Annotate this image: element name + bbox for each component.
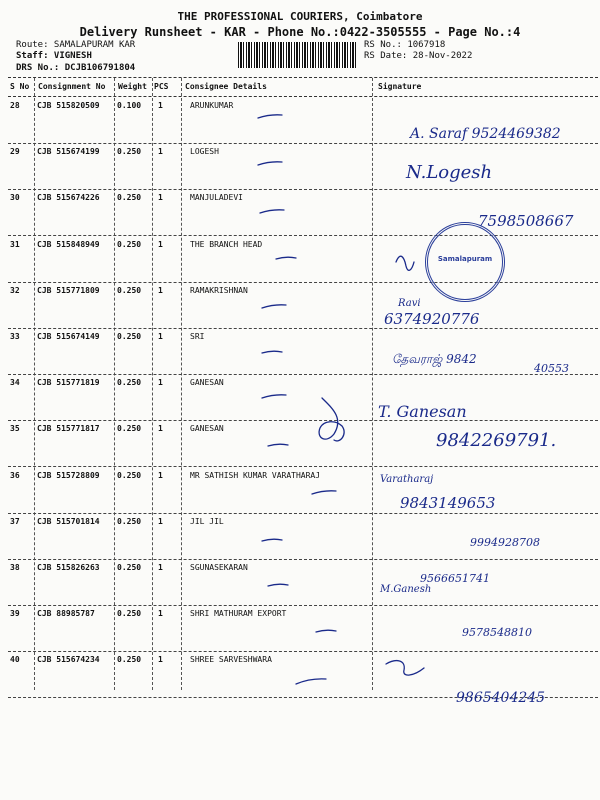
serial-number: 34 xyxy=(10,378,20,388)
signature-scribble xyxy=(319,398,344,441)
consignee-name: SHREE SARVESHWARA xyxy=(190,655,272,665)
pieces-count: 1 xyxy=(158,516,163,526)
serial-number: 30 xyxy=(10,193,20,203)
handwritten-note: N.Logesh xyxy=(406,162,493,183)
pen-tick xyxy=(262,305,286,308)
weight-value: 0.250 xyxy=(117,563,142,572)
consignee-name: ARUNKUMAR xyxy=(190,101,234,110)
pieces-count: 1 xyxy=(158,655,163,665)
pieces-count: 1 xyxy=(158,470,163,480)
staff-label: Staff: VIGNESH xyxy=(16,51,92,61)
col-header-consignment: Consignment No xyxy=(38,82,106,91)
consignee-name: MR SATHISH KUMAR VARATHARAJ xyxy=(190,470,321,480)
consignee-name: SRI xyxy=(190,332,205,341)
weight-value: 0.250 xyxy=(117,424,142,434)
pieces-count: 1 xyxy=(158,609,163,619)
consignee-name: MANJULADEVI xyxy=(190,193,243,203)
pieces-count: 1 xyxy=(158,424,163,434)
consignment-number: CJB 515820509 xyxy=(37,101,100,110)
consignment-number: CJB 515701814 xyxy=(37,516,100,526)
col-header-pcs: PCS xyxy=(154,82,169,91)
consignee-name: LOGESH xyxy=(190,147,219,157)
consignment-number: CJB 515826263 xyxy=(37,563,100,572)
pen-tick xyxy=(268,584,288,586)
consignment-number: CJB 515674149 xyxy=(37,332,100,341)
weight-value: 0.250 xyxy=(117,378,142,388)
company-title: THE PROFESSIONAL COURIERS, Coimbatore xyxy=(177,10,423,23)
serial-number: 40 xyxy=(10,655,20,665)
weight-value: 0.250 xyxy=(117,609,142,619)
signature-scribble xyxy=(386,661,424,675)
rs-number: RS No.: 1067918 xyxy=(364,40,446,50)
handwritten-note: 9578548810 xyxy=(462,626,532,639)
serial-number: 33 xyxy=(10,332,20,341)
weight-value: 0.250 xyxy=(117,332,142,341)
consignee-name: JIL JIL xyxy=(190,516,224,526)
pieces-count: 1 xyxy=(158,101,163,110)
runsheet-title: Delivery Runsheet - KAR - Phone No.:0422-3505555 - Page No.:4 xyxy=(79,25,521,39)
weight-value: 0.250 xyxy=(117,516,142,526)
pieces-count: 1 xyxy=(158,147,163,157)
weight-value: 0.250 xyxy=(117,285,142,295)
handwritten-note: T. Ganesan xyxy=(378,402,467,421)
handwritten-note: 9566651741 xyxy=(420,572,490,585)
pen-tick xyxy=(260,210,284,213)
weight-value: 0.250 xyxy=(117,239,142,249)
handwritten-note: Ravi xyxy=(398,298,421,309)
signature-scribble xyxy=(396,256,414,270)
handwritten-note: 9865404245 xyxy=(456,690,546,706)
consignee-name: THE BRANCH HEAD xyxy=(190,239,263,249)
handwritten-note: 9843149653 xyxy=(400,494,496,512)
serial-number: 35 xyxy=(10,424,20,434)
serial-number: 32 xyxy=(10,285,20,295)
route-label: Route: SAMALAPURAM KAR xyxy=(16,40,136,50)
consignee-name: SGUNASEKARAN xyxy=(190,563,248,572)
pen-tick xyxy=(262,395,286,398)
col-header-sno: S No xyxy=(10,82,30,91)
pen-tick xyxy=(262,539,282,541)
consignment-number: CJB 515674234 xyxy=(37,655,100,665)
serial-number: 28 xyxy=(10,101,20,110)
handwritten-note: 9842269791. xyxy=(436,430,557,451)
consignment-number: CJB 515848949 xyxy=(37,239,100,249)
serial-number: 36 xyxy=(10,470,20,480)
consignment-number: CJB 515728809 xyxy=(37,470,100,480)
weight-value: 0.250 xyxy=(117,147,142,157)
pen-tick xyxy=(316,630,336,632)
serial-number: 37 xyxy=(10,516,20,526)
pieces-count: 1 xyxy=(158,563,163,572)
handwritten-note: 7598508667 xyxy=(478,212,574,230)
pen-tick xyxy=(296,679,326,684)
pen-tick xyxy=(262,351,282,353)
pieces-count: 1 xyxy=(158,193,163,203)
weight-value: 0.250 xyxy=(117,470,142,480)
pen-tick xyxy=(258,162,282,165)
consignee-name: GANESAN xyxy=(190,378,224,388)
stamp-text: Samalapuram xyxy=(437,255,493,263)
consignee-name: SHRI MATHURAM EXPORT xyxy=(190,609,287,619)
consignee-name: RAMAKRISHNAN xyxy=(190,285,248,295)
col-header-signature: Signature xyxy=(378,82,422,91)
pieces-count: 1 xyxy=(158,378,163,388)
serial-number: 29 xyxy=(10,147,20,157)
consignment-number: CJB 515674226 xyxy=(37,193,100,203)
serial-number: 38 xyxy=(10,563,20,572)
pen-tick xyxy=(258,115,282,118)
serial-number: 31 xyxy=(10,239,20,249)
pieces-count: 1 xyxy=(158,239,163,249)
pieces-count: 1 xyxy=(158,332,163,341)
consignment-number: CJB 515674199 xyxy=(37,147,100,157)
pen-tick xyxy=(312,491,336,494)
col-header-weight: Weight xyxy=(118,82,147,91)
handwritten-note: தேவராஜ் 9842 xyxy=(392,352,477,366)
col-header-consignee: Consignee Details xyxy=(185,82,267,91)
handwritten-note: 6374920776 xyxy=(384,310,480,328)
weight-value: 0.250 xyxy=(117,655,142,665)
handwritten-note: M.Ganesh xyxy=(380,584,432,595)
pen-tick xyxy=(276,257,296,259)
handwritten-note: 9994928708 xyxy=(470,536,540,549)
serial-number: 39 xyxy=(10,609,20,619)
consignment-number: CJB 515771809 xyxy=(37,285,100,295)
weight-value: 0.250 xyxy=(117,193,142,203)
handwritten-note: Varatharaj xyxy=(380,474,434,485)
consignment-number: CJB 515771819 xyxy=(37,378,100,388)
consignment-number: CJB 515771817 xyxy=(37,424,100,434)
handwritten-note: A. Saraf 9524469382 xyxy=(410,126,561,142)
weight-value: 0.100 xyxy=(117,101,142,110)
rs-date: RS Date: 28-Nov-2022 xyxy=(364,51,473,61)
consignment-number: CJB 88985787 xyxy=(37,609,95,619)
drs-label: DRS No.: DCJB106791804 xyxy=(16,63,136,73)
handwritten-note: 40553 xyxy=(534,362,569,375)
company-stamp xyxy=(425,222,505,302)
consignee-name: GANESAN xyxy=(190,424,224,434)
pieces-count: 1 xyxy=(158,285,163,295)
pen-tick xyxy=(268,444,288,446)
